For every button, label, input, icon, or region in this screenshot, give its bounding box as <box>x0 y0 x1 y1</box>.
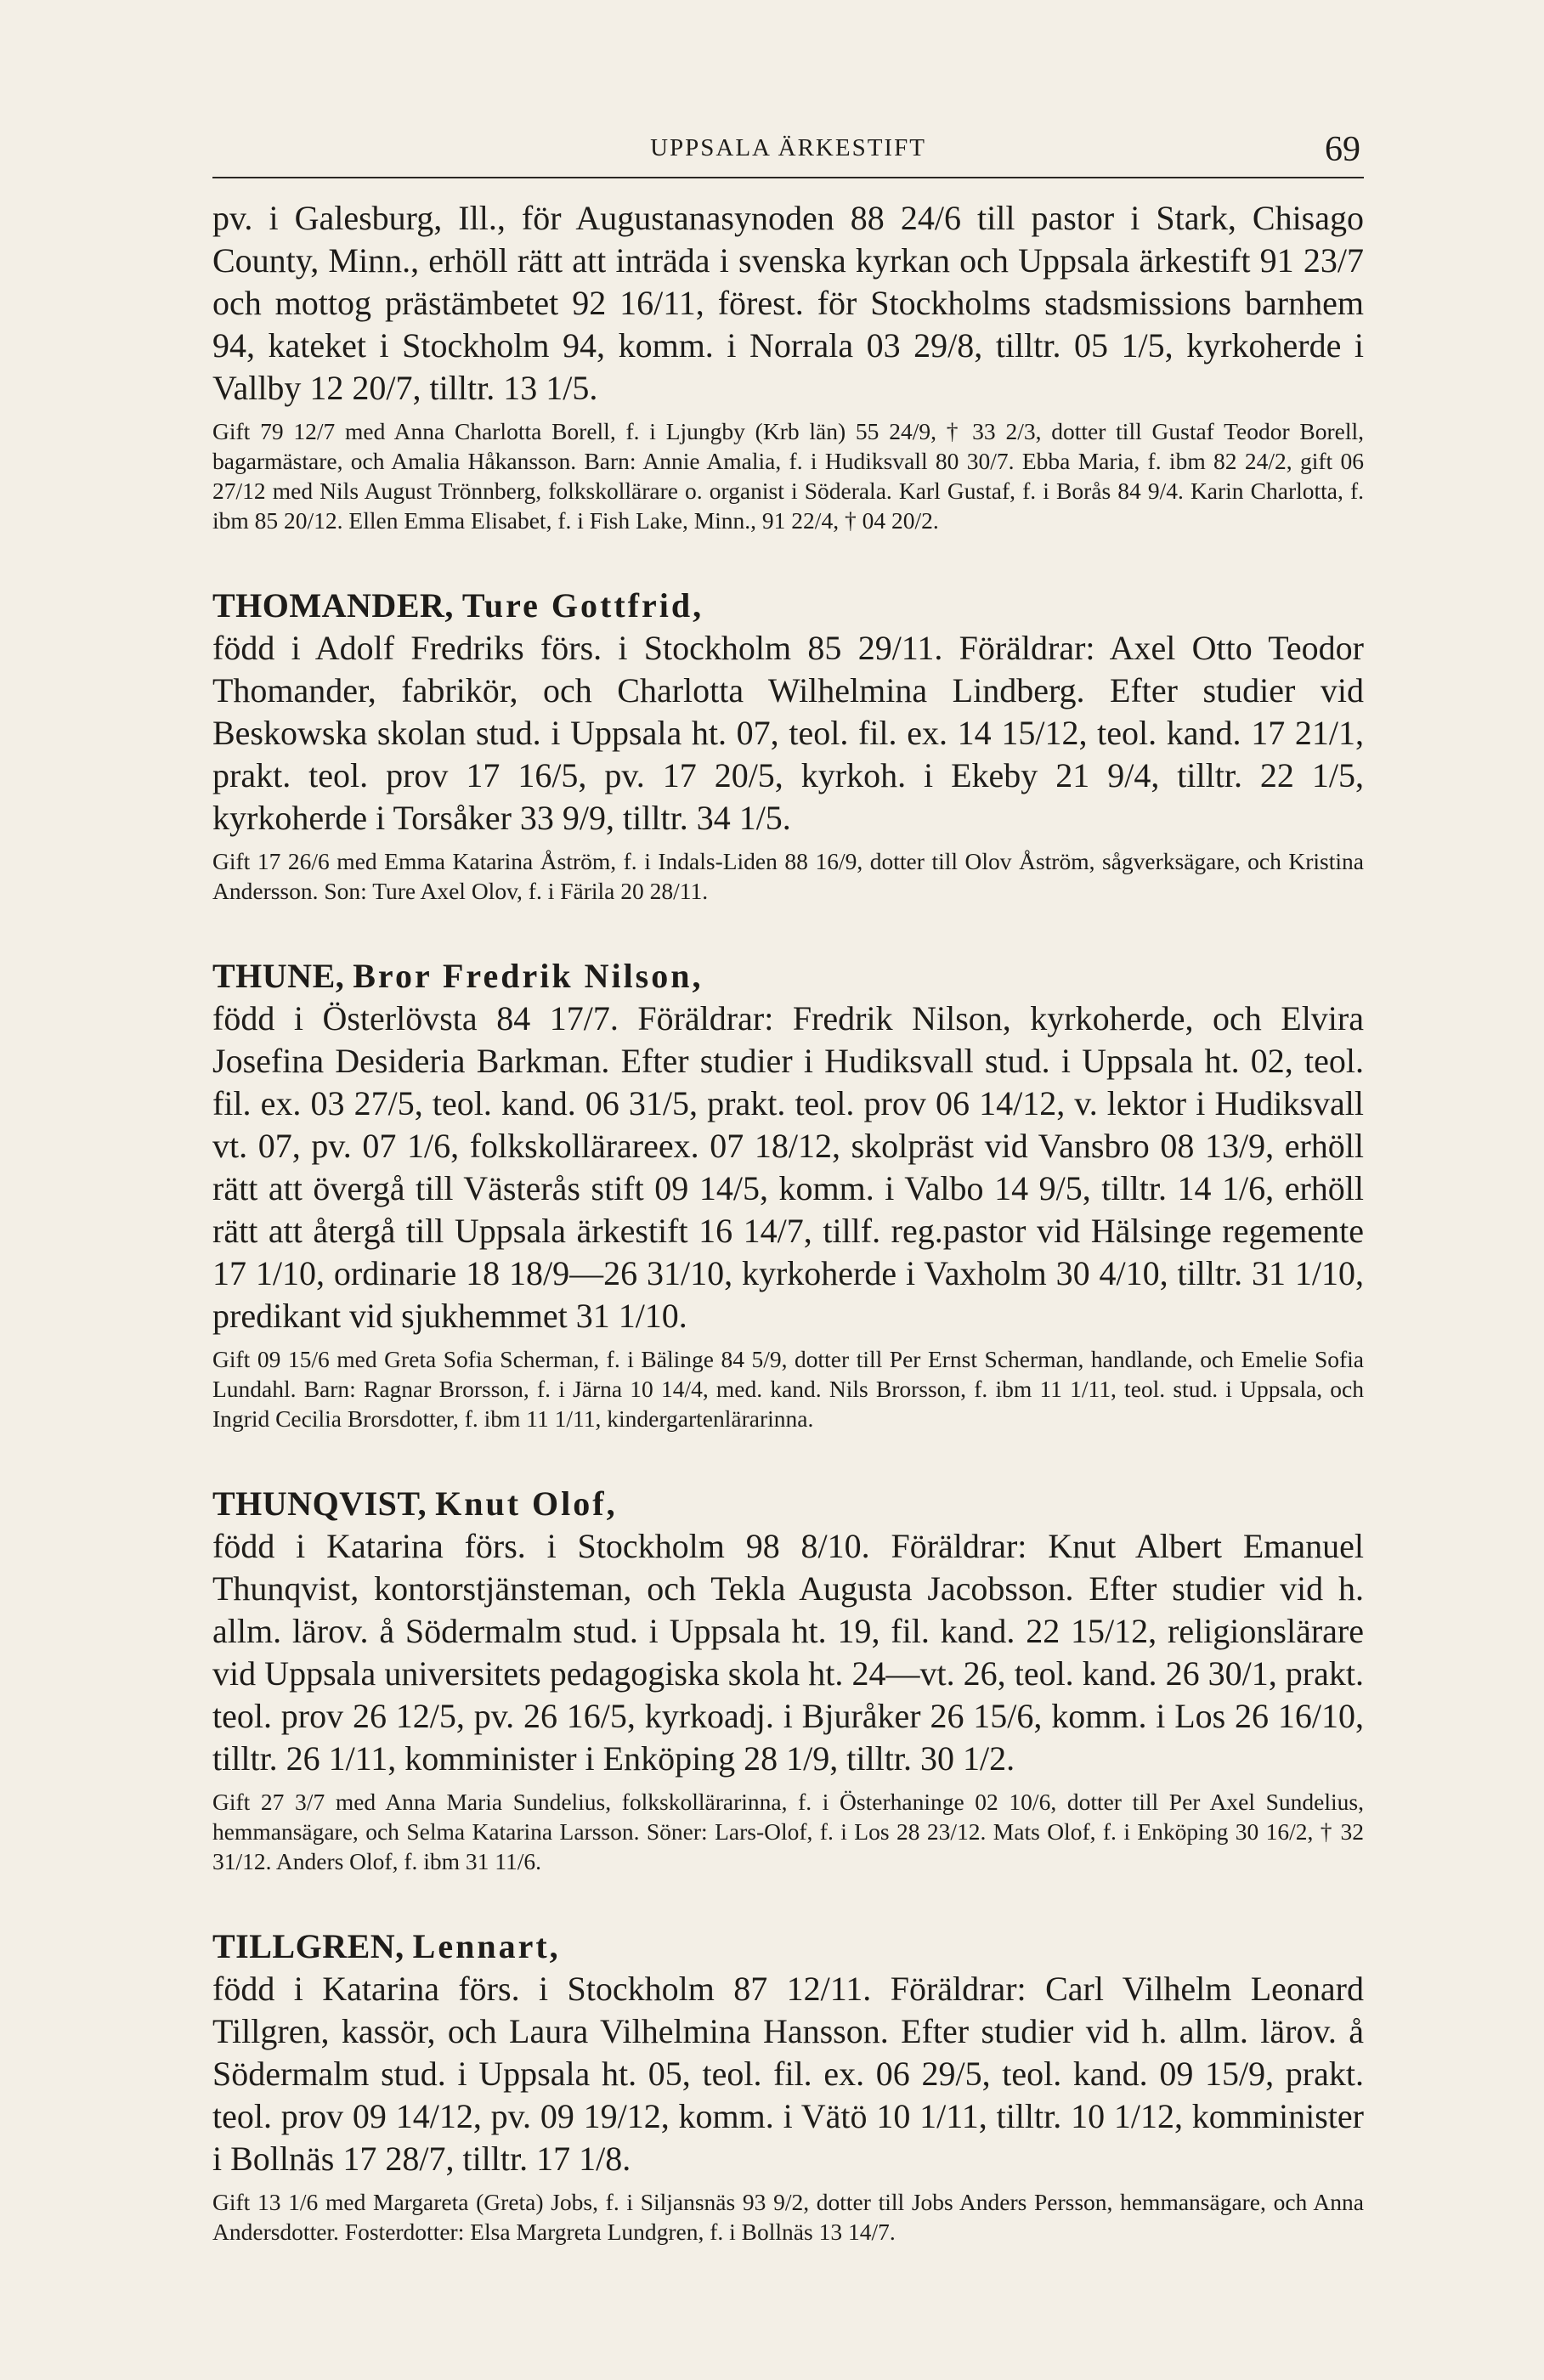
entry-given-names: Bror Fredrik Nilson, <box>353 957 704 995</box>
entry-tillgren <box>212 1925 1364 2247</box>
entry-body: pv. i Galesburg, Ill., för Augustanasynoden 88 24/6 till pastor i Stark, Chisago County, Minn., erhöll rätt att inträda i svenska kyrkan och Uppsala ärkestift 91 23/7 och mottog prästämbetet 92 16/11, förest. för Stockholms stadsmissions barnhem 94, kateket i Stockholm 94, komm. i Norrala 03 29/8, tilltr. 05 1/5, kyrkoherde i Vallby 12 20/7, tilltr. 13 1/5. <box>212 199 1364 407</box>
entry-family: Gift 79 12/7 med Anna Charlotta Borell, f. i Ljungby (Krb län) 55 24/9, † 33 2/3, dotter till Gustaf Teodor Borell, bagarmästare, och Amalia Håkansson. Barn: Annie Amalia, f. i Hudiksvall 80 30/7. Ebba Maria, f. ibm 82 24/2, gift 06 27/12 med Nils August Trönnberg, folkskollärare o. organist i Söderala. Karl Gustaf, f. i Borås 84 9/4. Karin Charlotta, f. ibm 85 20/12. Ellen Emma Elisabet, f. i Fish Lake, Minn., 91 22/4, † 04 20/2. <box>212 418 1364 534</box>
running-title: UPPSALA ÄRKESTIFT <box>650 134 926 161</box>
entry-thunqvist <box>212 1483 1364 1876</box>
entry-given-names: Ture Gottfrid, <box>461 586 704 625</box>
entry-family: Gift 27 3/7 med Anna Maria Sundelius, folkskollärarinna, f. i Österhaninge 02 10/6, dotter till Per Axel Sundelius, hemmansägare, och Selma Katarina Larsson. Söner: Lars-Olof, f. i Los 28 23/12. Mats Olof, f. i Enköping 30 16/2, † 32 31/12. Anders Olof, f. ibm 31 11/6. <box>212 1789 1364 1874</box>
entry-body: född i Österlövsta 84 17/7. Föräldrar: Fredrik Nilson, kyrkoherde, och Elvira Josefina Desideria Barkman. Efter studier i Hudiksvall stud. i Uppsala ht. 02, teol. fil. ex. 03 27/5, teol. kand. 06 31/5, prakt. teol. prov 06 14/12, v. lektor i Hudiksvall vt. 07, pv. 07 1/6, folkskollärareex. 07 18/12, skolpräst vid Vansbro 08 13/9, erhöll rätt att övergå till Västerås stift 09 14/5, komm. i Valbo 14 9/5, tilltr. 14 1/6, erhöll rätt att återgå till Uppsala ärkestift 16 14/7, tillf. reg.pastor vid Hälsinge regemente 17 1/10, ordinarie 18 18/9—26 31/10, kyrkoherde i Vaxholm 30 4/10, tilltr. 31 1/10, predikant vid sjukhemmet 31 1/10. <box>212 999 1364 1335</box>
entry-heading <box>212 1925 1364 1968</box>
entry-given-names: Lennart, <box>412 1927 561 1965</box>
entry-surname: THUNQVIST, <box>212 1484 427 1523</box>
entry-family: Gift 17 26/6 med Emma Katarina Åström, f. i Indals-Liden 88 16/9, dotter till Olov Åström, sågverksägare, och Kristina Andersson. Son: Ture Axel Olov, f. i Färila 20 28/11. <box>212 848 1364 904</box>
entry-body: född i Katarina förs. i Stockholm 87 12/11. Föräldrar: Carl Vilhelm Leonard Tillgren, kassör, och Laura Vilhelmina Hansson. Efter studier vid h. allm. lärov. å Södermalm stud. i Uppsala ht. 05, teol. fil. ex. 06 29/5, teol. kand. 09 15/9, prakt. teol. prov 09 14/12, pv. 09 19/12, komm. i Vätö 10 1/11, tilltr. 10 1/12, komminister i Bollnäs 17 28/7, tilltr. 17 1/8. <box>212 1970 1364 2178</box>
entry-family: Gift 09 15/6 med Greta Sofia Scherman, f. i Bälinge 84 5/9, dotter till Per Ernst Scherman, handlande, och Emelie Sofia Lundahl. Barn: Ragnar Brorsson, f. i Järna 10 14/4, med. kand. Nils Brorsson, f. ibm 11 1/11, teol. stud. i Uppsala, och Ingrid Cecilia Brorsdotter, f. ibm 11 1/11, kindergartenlärarinna. <box>212 1346 1364 1432</box>
entry-body: född i Katarina förs. i Stockholm 98 8/10. Föräldrar: Knut Albert Emanuel Thunqvist, kontorstjänsteman, och Tekla Augusta Jacobsson. Efter studier vid h. allm. lärov. å Södermalm stud. i Uppsala ht. 19, fil. kand. 22 15/12, religionslärare vid Uppsala universitets pedagogiska skola ht. 24—vt. 26, teol. kand. 26 30/1, prakt. teol. prov 26 12/5, pv. 26 16/5, kyrkoadj. i Bjuråker 26 15/6, komm. i Los 26 16/10, tilltr. 26 1/11, komminister i Enköping 28 1/9, tilltr. 30 1/2. <box>212 1527 1364 1778</box>
entry-given-names: Knut Olof, <box>435 1484 618 1523</box>
entry-continued <box>212 197 1364 535</box>
entry-family: Gift 13 1/6 med Margareta (Greta) Jobs, f. i Siljansnäs 93 9/2, dotter till Jobs Anders Persson, hemmansägare, och Anna Andersdotter. Fosterdotter: Elsa Margreta Lundgren, f. i Bollnäs 13 14/7. <box>212 2189 1364 2245</box>
entry-heading <box>212 1483 1364 1525</box>
entry-surname: TILLGREN, <box>212 1927 404 1965</box>
entry-surname: THUNE, <box>212 957 345 995</box>
entry-heading <box>212 955 1364 998</box>
entry-heading <box>212 585 1364 627</box>
page-number: 69 <box>1325 130 1360 169</box>
running-header <box>212 127 1364 178</box>
entry-surname: THOMANDER, <box>212 586 454 625</box>
entry-body: född i Adolf Fredriks förs. i Stockholm 85 29/11. Föräldrar: Axel Otto Teodor Thomander, fabrikör, och Charlotta Wilhelmina Lindberg. Efter studier vid Beskowska skolan stud. i Uppsala ht. 07, teol. fil. ex. 14 15/12, teol. kand. 17 21/1, prakt. teol. prov 17 16/5, pv. 17 20/5, kyrkoh. i Ekeby 21 9/4, tilltr. 22 1/5, kyrkoherde i Torsåker 33 9/9, tilltr. 34 1/5. <box>212 629 1364 837</box>
entry-thomander <box>212 585 1364 906</box>
page-content <box>212 127 1364 2247</box>
entry-thune <box>212 955 1364 1433</box>
